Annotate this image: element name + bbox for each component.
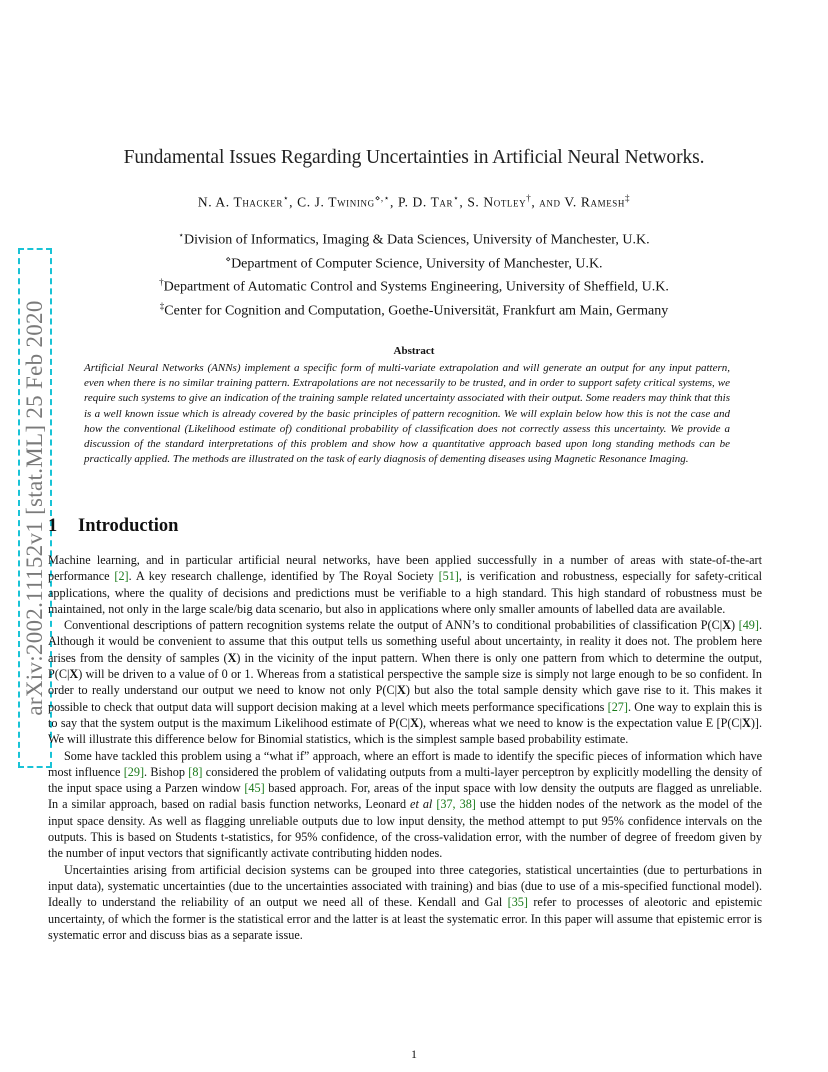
bold-symbol: X [397,683,406,698]
author-name: P. D. Tar [397,194,454,210]
bold-symbol: X [227,650,237,665]
text-run: ), whereas what we need to know is the expectation value E [P(C| [418,715,743,730]
author-separator: , [289,194,298,210]
citation-link[interactable]: [29] [123,764,145,779]
author-mark: ⋄,⋆ [374,193,391,203]
author-mark: † [526,193,532,203]
affiliation-mark: † [159,277,164,288]
italic-text: et al [410,797,433,812]
text-run: Some have tackled this problem using a “what if” approach, where an effort is made to identify the specific pieces of information which have most influence [48,748,762,779]
affiliations [60,226,768,321]
author-mark: ⋆ [282,193,290,203]
author-list [60,193,768,211]
body-paragraph [48,748,762,862]
arxiv-identifier[interactable]: arXiv:2002.11152v1 [stat.ML] 25 Feb 2020 [22,300,47,716]
text-run: . A key research challenge, identified by The Royal Society [128,569,439,584]
author-name: N. A. Thacker [197,194,283,210]
citation-link[interactable]: [51] [438,569,459,584]
affiliation-line [60,273,768,297]
section-number: 1 [48,516,58,536]
citation-link[interactable]: [8] [188,764,203,779]
text-run: ) but also the total sample density which gave rise to it. This makes it possible to check that output data will support decision making at a level which meets performance specifications [48,683,762,714]
text-run: . Bishop [144,764,189,779]
page-number: 1 [411,1047,417,1061]
abstract-heading: Abstract [393,345,435,357]
affiliation-mark: ⋆ [178,230,185,240]
body-paragraph [48,862,762,943]
text-run: P(C| [700,618,723,633]
bold-symbol: X [742,715,751,730]
affiliation-text: Department of Computer Science, University of Manchester, U.K. [231,256,603,272]
text-run: Uncertainties arising from artificial decision systems can be grouped into three categories, statistical uncertainties (due to perturbations in input data), systematic uncertainties (due to the uncertainties associated with training) and bias (due to use of a mis-specified functional model). Ideally to understand the reliability of an output we need all of these. Kendall and Gal [48,862,762,910]
text-run: refer to processes of aleotoric and epistemic uncertainty, of which the former is the statistical error and the latter is at least the systematic error. In this paper will assume that epistemic error is systematic error and discuss bias as a separate issue. [48,895,762,942]
text-run: Conventional descriptions of pattern recognition systems relate the output of ANN’s to conditional probabilities of classification [64,618,701,633]
text-run: ) will be driven to a value of 0 or 1. Whereas from a statistical perspective the sample size is simply not large enough to be so confident. In order to really understand our output we need to know not only P(C| [48,667,762,698]
affiliation-mark: ⋄ [225,253,232,264]
body-paragraph [48,617,762,747]
text-run: )]. We will illustrate this difference below for Binomial statistics, which is the simplest sample based probability estimate. [48,715,762,747]
text-run: . One way to explain this is to say that the system output is the maximum Likelihood estimate of P(C| [48,699,762,730]
affiliation-text: Division of Informatics, Imaging & Data Sciences, University of Manchester, U.K. [184,232,650,248]
text-run: ) in the vicinity of the input pattern. When there is only one pattern from which to determine the output, P(C| [48,650,762,682]
citation-link[interactable]: [2] [114,569,129,584]
citation-link[interactable]: [49] [738,618,759,633]
section-body [48,552,762,943]
text-run: based approach. For, areas of the input space with low density the outputs are flagged as unreliable. In a similar approach, based on radial basis function networks, Leonard [48,781,762,812]
author-separator: , [390,194,398,210]
affiliation-line [60,226,768,250]
paper-title: Fundamental Issues Regarding Uncertainties in Artificial Neural Networks. [123,147,705,168]
affiliation-mark: ‡ [159,300,165,311]
text-run: ) [731,618,739,633]
affiliation-text: Department of Automatic Control and Systems Engineering, University of Sheffield, U.K. [163,279,669,295]
bold-symbol: X [410,715,419,730]
author-name: S. Notley [467,194,527,210]
author-mark: ⋆ [453,193,460,203]
author-separator: , and [531,194,565,210]
text-run: use the hidden nodes of the network as the model of the input space density. As well as flagging unreliable outputs due to low input density, the method attempt to put 95% confidence intervals on the outputs. This is based on Students t-statistics, for 95% confidence, of the cross-validation error, with the number of degree of freedom given by the number of input vectors that significantly activate contributing hidden nodes. [48,797,763,861]
abstract-text: Artificial Neural Networks (ANNs) implement a specific form of multi-variate extrapolation and will generate an output for any input pattern, even when there is no similar training pattern. Extrapolations are not necessarily to be trusted, and in order to support safety critical systems, we require such systems to give an indication of the training sample related uncertainty associated with their output. Some readers may think that this is a well known issue which is already covered by the basic principles of pattern recognition. We will explain below how this is not the case and how the conventional (Likelihood estimate of) conditional probability of classification does not correctly assess this uncertainty. We provide a discussion of the standard interpretations of this problem and show how a quantitative approach based upon long standing methods can be practically applied. The methods are illustrated on the task of early diagnosis of dementing diseases using Magnetic Resonance Imaging. [84,362,730,466]
text-run: . Although it would be convenient to assume that this output tells us something useful about uncertainty, in reality it does not. The problem here arises from the density of samples ( [48,618,763,665]
section-title: Introduction [78,516,179,536]
bold-symbol: X [722,618,731,633]
citation-link[interactable]: [35] [507,895,528,910]
text-run: , is verification and robustness, especially for safety-critical applications, where the quality of decisions and predictions must be verifiable to a high standard. This high standard of robustness must be maintained, not only in the large scale/big data scenario, but also in applications where only smaller amounts of labelled data are available. [48,569,763,616]
affiliation-text: Center for Cognition and Computation, Goethe-Universität, Frankfurt am Main, Germany [164,303,669,319]
citation-link[interactable]: [27] [607,699,628,714]
author-mark: ‡ [625,193,631,203]
citation-link[interactable]: [45] [244,781,265,796]
text-run: considered the problem of validating outputs from a multi-layer perceptron by explicitly modelling the density of the input space using a Parzen window [48,764,763,796]
affiliation-line [60,297,768,321]
text-run: Machine learning, and in particular artificial neural networks, have been applied successfully in a number of areas with state-of-the-art performance [48,553,762,584]
citation-link[interactable]: [37, 38] [436,797,476,812]
author-name: V. Ramesh [564,194,625,210]
bold-symbol: X [69,667,79,682]
affiliation-line [60,250,768,274]
section-heading [48,516,178,537]
author-name: C. J. Twining [297,194,375,210]
author-separator: , [459,194,468,210]
body-paragraph [48,552,762,617]
